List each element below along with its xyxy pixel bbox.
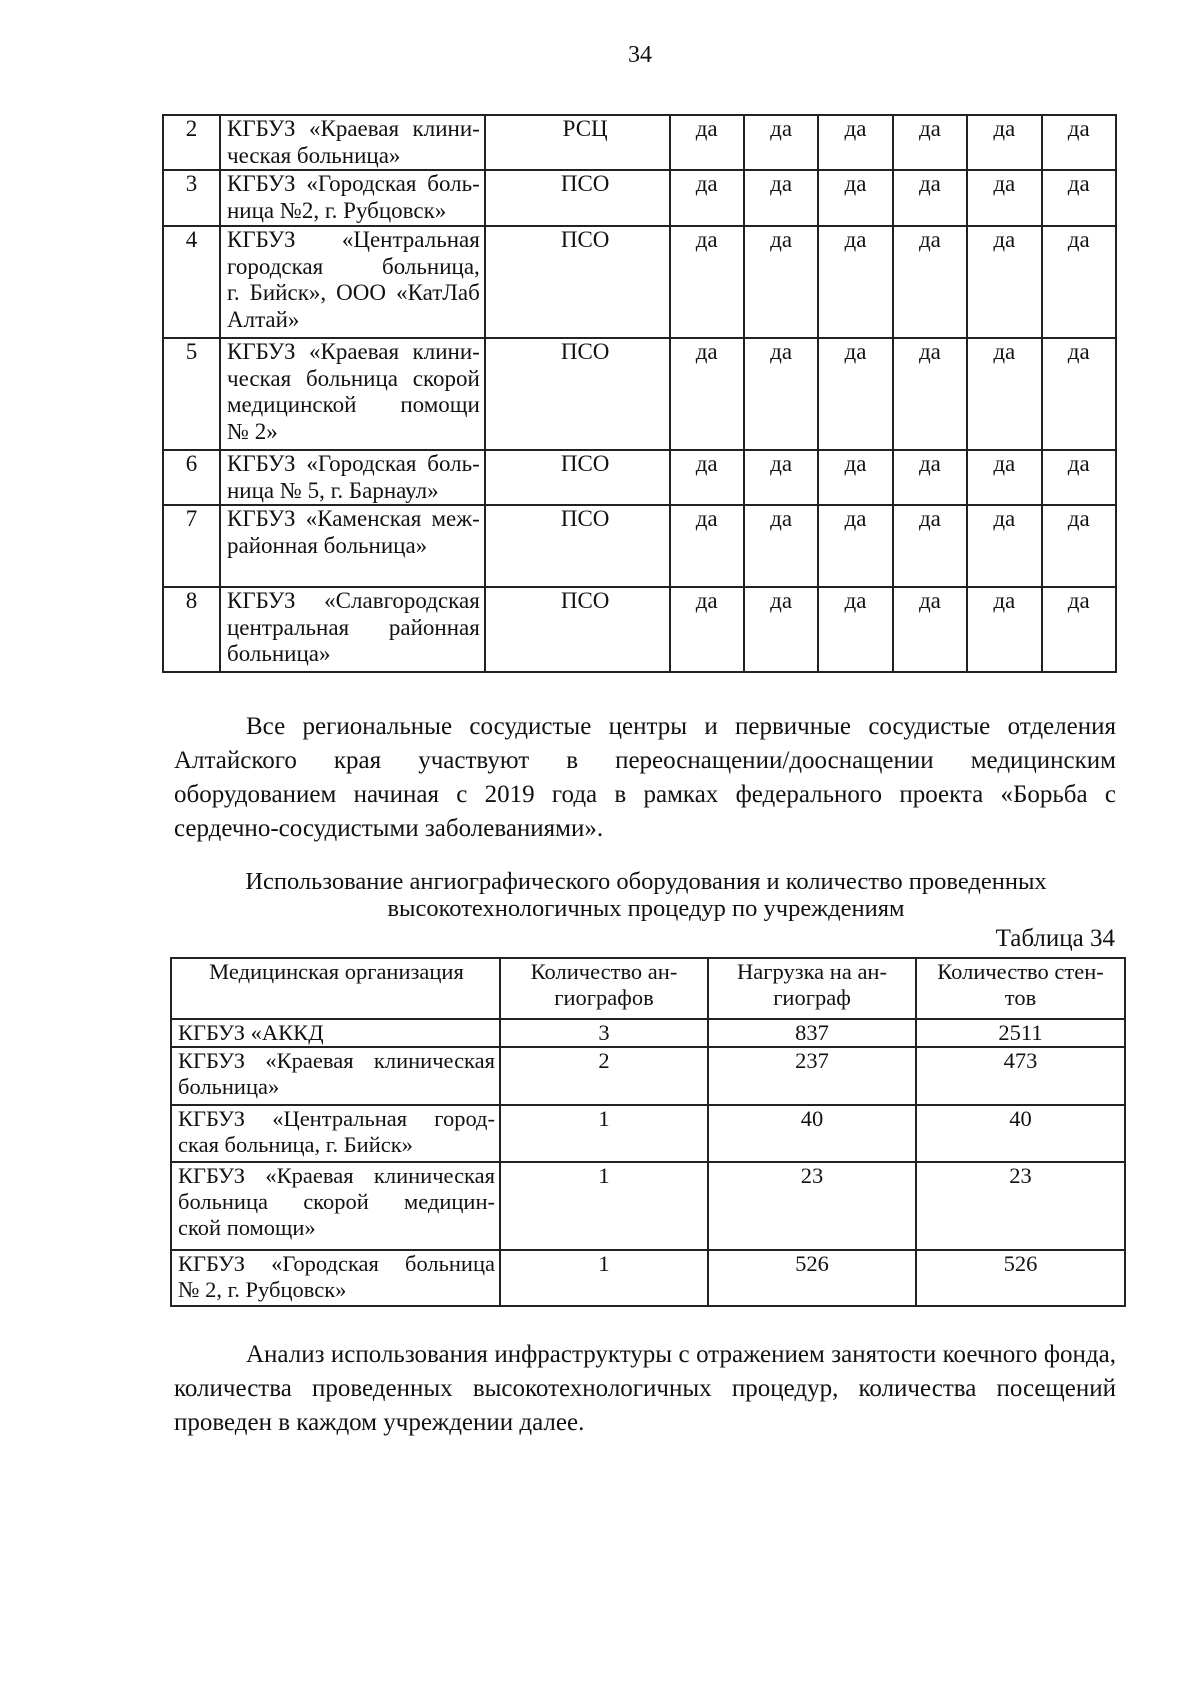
angiograph-count: 2 — [500, 1047, 708, 1105]
name-line: медицинской помощи — [227, 392, 480, 417]
value-cell: да — [670, 587, 744, 672]
header-line: Нагрузка на ан- — [737, 959, 887, 984]
value-cell: да — [967, 587, 1041, 672]
value-cell: да — [1042, 587, 1116, 672]
organization-name — [171, 1047, 500, 1105]
name-line: больница» — [178, 1074, 280, 1099]
table-row — [163, 226, 1116, 338]
value-cell: да — [1042, 115, 1116, 170]
value-cell: да — [670, 505, 744, 587]
table-row — [163, 505, 1116, 587]
value-cell: да — [893, 338, 967, 450]
value-cell: да — [744, 450, 818, 505]
name-line: КГБУЗ «Славгородская — [227, 588, 480, 613]
header-cell — [708, 958, 916, 1019]
stent-count: 40 — [916, 1105, 1125, 1162]
header-line: Количество ан- — [530, 959, 678, 984]
name-line: ческая больница» — [227, 142, 401, 168]
row-number: 2 — [163, 115, 220, 170]
header-line: Медицинская организация — [209, 959, 464, 984]
row-number: 6 — [163, 450, 220, 505]
value-cell: да — [818, 587, 892, 672]
value-cell: да — [670, 338, 744, 450]
name-line: ница № 5, г. Барнаул» — [227, 477, 439, 503]
row-number: 4 — [163, 226, 220, 338]
institution-name — [220, 505, 485, 587]
page-number: 34 — [628, 42, 652, 68]
table2-title — [176, 868, 1116, 922]
value-cell: да — [744, 505, 818, 587]
institution-name — [220, 587, 485, 672]
value-cell: да — [744, 587, 818, 672]
angiograph-count: 1 — [500, 1250, 708, 1306]
value-cell: да — [893, 170, 967, 226]
name-line: районная больница» — [227, 532, 428, 558]
organization-name — [171, 1105, 500, 1162]
institution-name — [220, 226, 485, 338]
organization-name — [171, 1162, 500, 1250]
name-line: КГБУЗ «Городская боль- — [227, 451, 480, 476]
angiograph-load: 837 — [708, 1019, 916, 1047]
value-cell: да — [744, 226, 818, 338]
value-cell: да — [670, 170, 744, 226]
name-line: КГБУЗ «Городская больница — [178, 1251, 495, 1276]
name-line: ница №2, г. Рубцовск» — [227, 197, 447, 223]
value-cell: да — [967, 450, 1041, 505]
value-cell: да — [670, 450, 744, 505]
table-row — [163, 170, 1116, 226]
table-row — [171, 1105, 1125, 1162]
row-number: 3 — [163, 170, 220, 226]
name-line: № 2» — [227, 418, 278, 444]
header-line: гиографов — [554, 985, 654, 1010]
value-cell: да — [893, 450, 967, 505]
name-line: КГБУЗ «АККД — [178, 1020, 324, 1045]
value-cell: да — [1042, 170, 1116, 226]
name-line: ской помощи» — [178, 1215, 316, 1240]
institution-name — [220, 450, 485, 505]
value-cell: да — [1042, 450, 1116, 505]
stent-count: 2511 — [916, 1019, 1125, 1047]
angiograph-load: 237 — [708, 1047, 916, 1105]
value-cell: да — [818, 505, 892, 587]
angiograph-load: 526 — [708, 1250, 916, 1306]
institution-name — [220, 338, 485, 450]
table2-title-line2: высокотехнологичных процедур по учреждениям — [387, 895, 905, 922]
value-cell: да — [744, 170, 818, 226]
value-cell: да — [893, 505, 967, 587]
value-cell: да — [967, 226, 1041, 338]
table-row — [163, 338, 1116, 450]
paragraph-infrastructure-analysis: Анализ использования инфраструктуры с отражением занятости коечного фонда, количества проведенных высокотехнологичных процедур, количества посещений проведен в каждом учреждении далее. — [174, 1341, 1116, 1436]
value-cell: да — [967, 505, 1041, 587]
institution-name — [220, 115, 485, 170]
value-cell: да — [967, 115, 1041, 170]
angiograph-count: 3 — [500, 1019, 708, 1047]
angiograph-count: 1 — [500, 1105, 708, 1162]
header-cell — [171, 958, 500, 1019]
name-line: КГБУЗ «Центральная — [227, 227, 480, 252]
value-cell: да — [967, 170, 1041, 226]
table-row — [163, 115, 1116, 170]
value-cell: да — [818, 226, 892, 338]
header-cell — [916, 958, 1125, 1019]
name-line: КГБУЗ «Краевая клиническая — [178, 1048, 495, 1073]
name-line: № 2, г. Рубцовск» — [178, 1277, 347, 1302]
organization-name — [171, 1019, 500, 1047]
header-line: тов — [1004, 985, 1037, 1010]
name-line: КГБУЗ «Центральная город- — [178, 1106, 495, 1131]
value-cell: да — [744, 338, 818, 450]
stent-count: 23 — [916, 1162, 1125, 1250]
name-line: центральная районная — [227, 614, 480, 640]
center-type: ПСО — [485, 450, 670, 505]
table-row — [171, 1250, 1125, 1306]
table-row — [171, 1162, 1125, 1250]
name-line: больница» — [227, 641, 331, 666]
center-type: ПСО — [485, 170, 670, 226]
table2-title-line1: Использование ангиографического оборудования и количество проведенных — [245, 868, 1047, 895]
row-number: 7 — [163, 505, 220, 587]
center-type: ПСО — [485, 505, 670, 587]
equipment-table — [162, 114, 1117, 673]
value-cell: да — [893, 115, 967, 170]
row-number: 8 — [163, 587, 220, 672]
name-line: городская больница, — [227, 253, 480, 279]
angiograph-load: 23 — [708, 1162, 916, 1250]
value-cell: да — [818, 450, 892, 505]
table-row — [163, 450, 1116, 505]
angiography-table — [170, 957, 1126, 1307]
header-row — [171, 958, 1125, 1019]
row-number: 5 — [163, 338, 220, 450]
name-line: КГБУЗ «Краевая клиническая — [178, 1163, 495, 1188]
angiograph-load: 40 — [708, 1105, 916, 1162]
header-cell — [500, 958, 708, 1019]
value-cell: да — [818, 338, 892, 450]
value-cell: да — [818, 115, 892, 170]
table-row — [171, 1019, 1125, 1047]
value-cell: да — [1042, 226, 1116, 338]
value-cell: да — [893, 226, 967, 338]
value-cell: да — [744, 115, 818, 170]
name-line: ческая больница скорой — [227, 365, 480, 391]
header-line: гиограф — [773, 985, 851, 1010]
name-line: КГБУЗ «Краевая клини- — [227, 116, 480, 141]
header-line: Количество стен- — [937, 959, 1104, 984]
angiograph-count: 1 — [500, 1162, 708, 1250]
stent-count: 526 — [916, 1250, 1125, 1306]
value-cell: да — [967, 338, 1041, 450]
value-cell: да — [1042, 338, 1116, 450]
name-line: г. Бийск», ООО «КатЛаб — [227, 280, 480, 305]
center-type: ПСО — [485, 338, 670, 450]
name-line: КГБУЗ «Городская боль- — [227, 171, 480, 196]
name-line: ская больница, г. Бийск» — [178, 1132, 413, 1157]
name-line: КГБУЗ «Каменская меж- — [227, 506, 480, 531]
institution-name — [220, 170, 485, 226]
table-row — [171, 1047, 1125, 1105]
table2-caption: Таблица 34 — [995, 925, 1115, 952]
value-cell: да — [818, 170, 892, 226]
table-row — [163, 587, 1116, 672]
center-type: ПСО — [485, 226, 670, 338]
value-cell: да — [670, 115, 744, 170]
value-cell: да — [1042, 505, 1116, 587]
value-cell: да — [670, 226, 744, 338]
center-type: ПСО — [485, 587, 670, 672]
name-line: Алтай» — [227, 306, 300, 332]
paragraph-regional-centers: Все региональные сосудистые центры и первичные сосудистые отделения Алтайского края участвуют в переоснащении/дооснащении медицинским оборудованием начиная с 2019 года в рамках федерального проекта «Борьба с сердечно-сосудистыми заболеваниями». — [174, 713, 1116, 842]
name-line: КГБУЗ «Краевая клини- — [227, 339, 480, 364]
center-type: РСЦ — [485, 115, 670, 170]
organization-name — [171, 1250, 500, 1306]
stent-count: 473 — [916, 1047, 1125, 1105]
value-cell: да — [893, 587, 967, 672]
name-line: больница скорой медицин- — [178, 1189, 495, 1214]
